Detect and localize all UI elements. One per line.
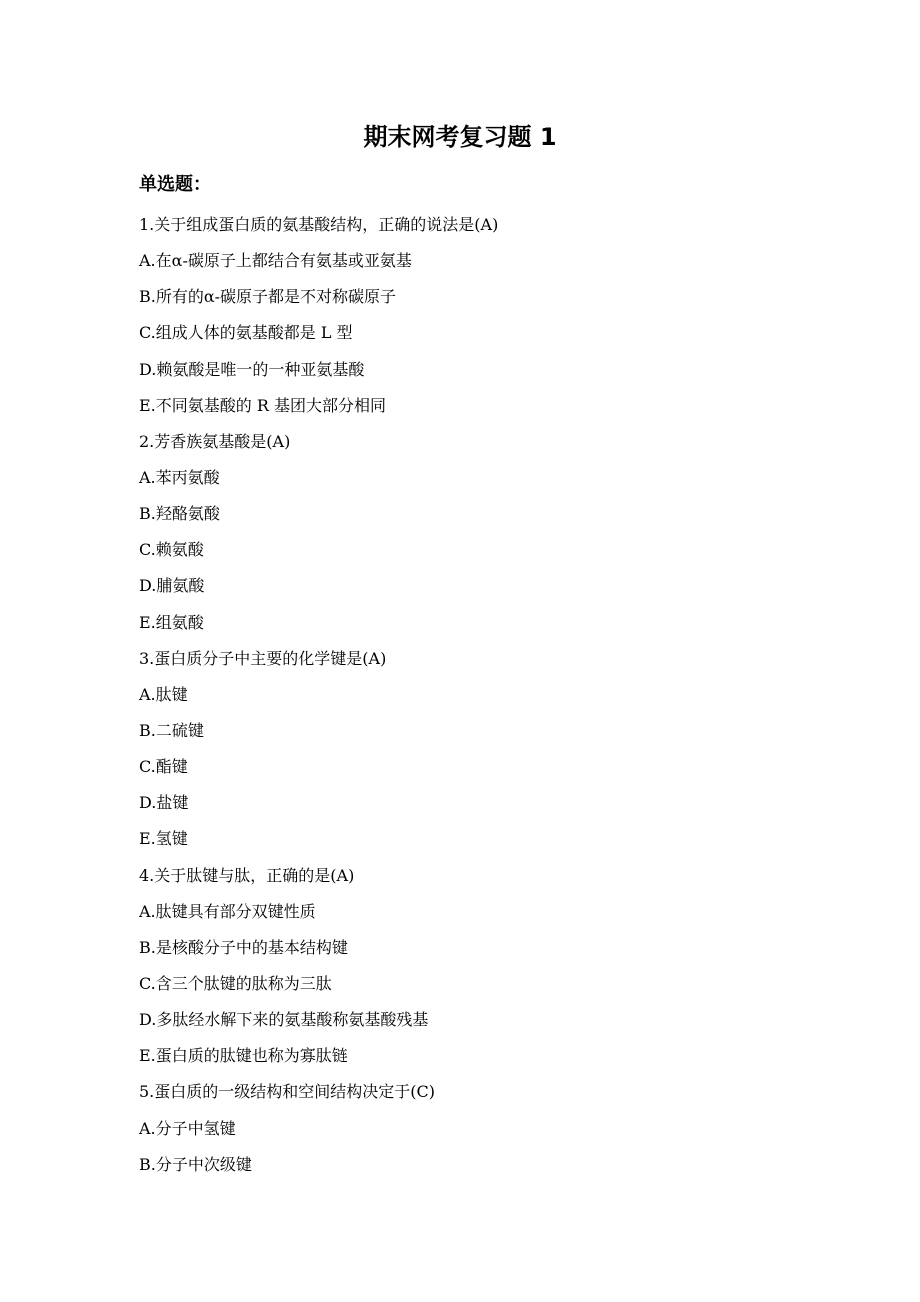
document-title: 期末网考复习题 1	[363, 123, 557, 151]
answer-option: A.肽键具有部分双键性质	[139, 901, 316, 921]
question-stem: 1.关于组成蛋白质的氨基酸结构，正确的说法是(A)	[139, 215, 499, 234]
answer-option: C.组成人体的氨基酸都是 L 型	[139, 323, 353, 343]
section-heading: 单选题：	[139, 174, 211, 195]
answer-option: D.盐键	[139, 793, 189, 813]
answer-option: B.羟酪氨酸	[139, 504, 220, 524]
answer-option: B.是核酸分子中的基本结构键	[139, 937, 348, 957]
answer-option: B.所有的α-碳原子都是不对称碳原子	[139, 287, 397, 307]
answer-option: C.赖氨酸	[139, 540, 204, 560]
answer-option: A.分子中氢键	[139, 1118, 236, 1138]
answer-option: E.氢键	[139, 829, 188, 849]
answer-option: E.蛋白质的肽键也称为寡肽链	[139, 1046, 348, 1066]
answer-option: D.脯氨酸	[139, 576, 205, 596]
answer-option: D.多肽经水解下来的氨基酸称氨基酸残基	[139, 1010, 429, 1030]
question-stem: 2.芳香族氨基酸是(A)	[139, 431, 291, 451]
answer-option: A.苯丙氨酸	[139, 467, 220, 487]
answer-option: E.不同氨基酸的 R 基团大部分相同	[139, 395, 386, 415]
question-stem: 5.蛋白质的一级结构和空间结构决定于(C)	[139, 1082, 435, 1102]
answer-option: C.含三个肽键的肽称为三肽	[139, 973, 332, 993]
question-list	[139, 207, 859, 1183]
answer-option: B.二硫键	[139, 720, 204, 740]
answer-option: D.赖氨酸是唯一的一种亚氨基酸	[139, 359, 365, 379]
question-stem: 4.关于肽键与肽，正确的是(A)	[139, 865, 355, 885]
question-stem: 3.蛋白质分子中主要的化学键是(A)	[139, 648, 387, 668]
answer-option: B.分子中次级键	[139, 1154, 252, 1174]
answer-option: A.肽键	[139, 684, 188, 704]
answer-option: C.酯键	[139, 757, 188, 777]
answer-option: A.在α-碳原子上都结合有氨基或亚氨基	[139, 251, 412, 271]
answer-option: E.组氨酸	[139, 612, 204, 632]
